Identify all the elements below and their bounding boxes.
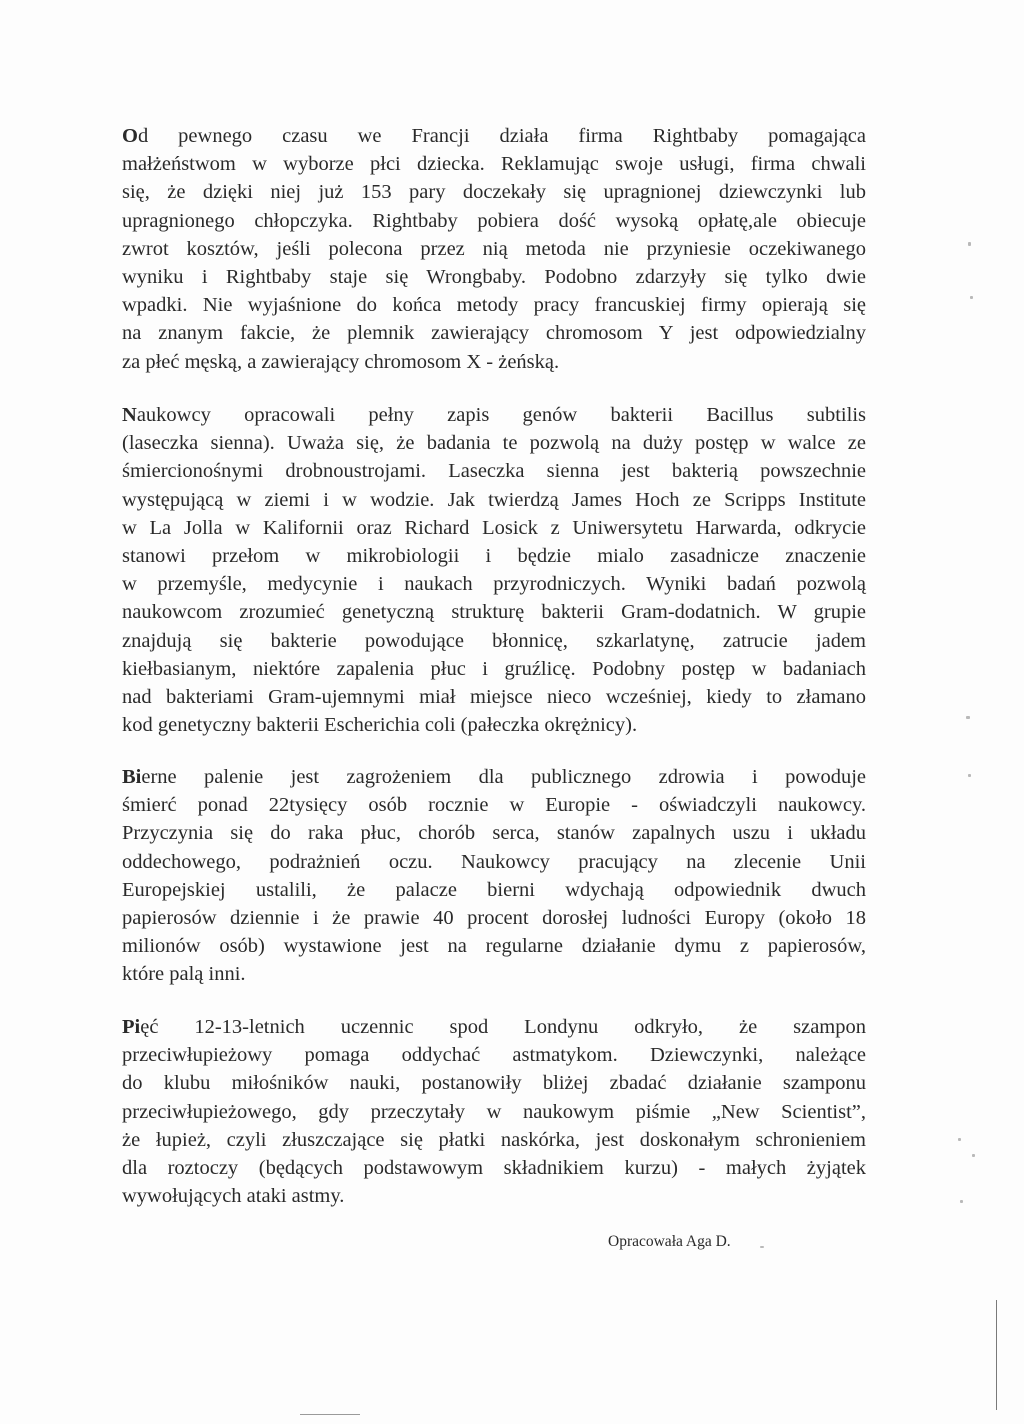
scan-speck [958,1138,961,1141]
initial-letter: N [122,404,137,426]
text-line: małżeństwom w wyborze płci dziecka. Reklamując swoje usługi, firma chwali [122,153,866,176]
text-line: papierosów dziennie i że prawie 40 procent dorosłej ludności Europy (około 18 [122,907,866,930]
text-line: stanowi przełom w mikrobiologii i będzie mialo zasadnicze znaczenie [122,545,866,568]
text-line: w La Jolla w Kalifornii oraz Richard Losick z Uniwersytetu Harwarda, odkrycie [122,516,866,539]
paragraph-passive-smoking [122,763,866,989]
text-line: znajdują się bakterie powodujące błonnicę, szkarlatynę, zatrucie jadem [122,629,866,652]
scan-speck [972,1154,975,1157]
text-line: dla roztoczy (będących podstawowym składnikiem kurzu) - małych żyjątek [122,1157,866,1180]
signature: Opracowała Aga D. [608,1233,731,1250]
text-line: Od pewnego czasu we Francji działa firma Rightbaby pomagająca [122,125,866,147]
text-line: wpadki. Nie wyjaśnione do końca metody pracy francuskiej firmy opierają się [122,294,866,317]
initial-letter: O [122,125,138,147]
text-line: Przyczynia się do raka płuc, chorób serca, stanów zapalnych uszu i układu [122,822,866,845]
text-line: Pięć 12-13-letnich uczennic spod Londynu odkryło, że szampon [122,1016,866,1038]
scan-edge [300,1414,360,1415]
text-line: Naukowcy opracowali pełny zapis genów bakterii Bacillus subtilis [122,404,866,426]
text-line: się, że dzięki niej już 153 pary doczekały się upragnionej dziewczynki lub [122,181,866,204]
paragraph-shampoo [122,1013,866,1210]
text-line: oddechowego, podrażnień oczu. Naukowcy pracujący na zlecenie Unii [122,850,866,873]
scan-speck [966,716,970,719]
scan-speck [760,1246,764,1248]
text-line: śmierć ponad 22tysięcy osób rocznie w Europie - oświadczyli naukowcy. [122,794,866,817]
text-line: występującą w ziemi i w wodzie. Jak twierdzą James Hoch ze Scripps Institute [122,488,866,511]
text-line: do klubu miłośników nauki, postanowiły bliżej zbadać działanie szamponu [122,1072,866,1095]
initial-letter: Bi [122,766,142,788]
text-line: upragnionego chłopczyka. Rightbaby pobiera dość wysoką opłatę,ale obiecuje [122,209,866,232]
initial-letter: Pi [122,1016,141,1038]
text-line: Europejskiej ustalili, że palacze bierni wdychają odpowiednik dwuch [122,878,866,901]
scan-speck [970,296,973,299]
text-line: na znanym fakcie, że plemnik zawierający chromosom Y jest odpowiedzialny [122,322,866,345]
scan-speck [968,774,971,777]
text-line: kod genetyczny bakterii Escherichia coli (pałeczka okrężnicy). [122,714,638,737]
text-line: za płeć męską, a zawierający chromosom X - żeńską. [122,350,560,373]
text-line: wywołujących ataki astmy. [122,1185,345,1208]
text-line: milionów osób) wystawione jest na regularne działanie dymu z papierosów, [122,935,866,958]
scan-edge [996,1300,997,1410]
text-line: przeciwłupieżowy pomaga oddychać astmatykom. Dziewczynki, należące [122,1044,866,1067]
text-line: że łupież, czyli złuszczające się płatki naskórka, jest doskonałym schronieniem [122,1128,866,1151]
text-line: które palą inni. [122,963,246,986]
text-line: nad bakteriami Gram-ujemnymi miał miejsce nieco wcześniej, kiedy to złamano [122,686,866,709]
text-line: przeciwłupieżowego, gdy przeczytały w naukowym piśmie „New Scientist”, [122,1100,866,1123]
text-line: Bierne palenie jest zagrożeniem dla publicznego zdrowia i powoduje [122,766,866,788]
text-line: kiełbasianym, niektóre zapalenia płuc i gruźlicę. Podobny postęp w badaniach [122,657,866,680]
text-line: śmiercionośnymi drobnoustrojami. Laseczka sienna jest bakterią powszechnie [122,460,866,483]
scan-speck [960,1200,963,1203]
text-line: wyniku i Rightbaby staje się Wrongbaby. Podobno zdarzyły się tylko dwie [122,266,866,289]
text-line: w przemyśle, medycynie i naukach przyrodniczych. Wyniki badań pozwolą [122,573,866,596]
text-line: (laseczka sienna). Uważa się, że badania te pozwolą na duży postęp w walce ze [122,432,866,455]
text-line: zwrot kosztów, jeśli polecona przez nią metoda nie przyniesie oczekiwanego [122,237,866,260]
text-line: naukowcom zrozumieć genetyczną strukturę bakterii Gram-dodatnich. W grupie [122,601,866,624]
paragraph-bacillus [122,401,866,739]
scan-speck [968,242,971,246]
paragraph-rightbaby [122,122,866,376]
